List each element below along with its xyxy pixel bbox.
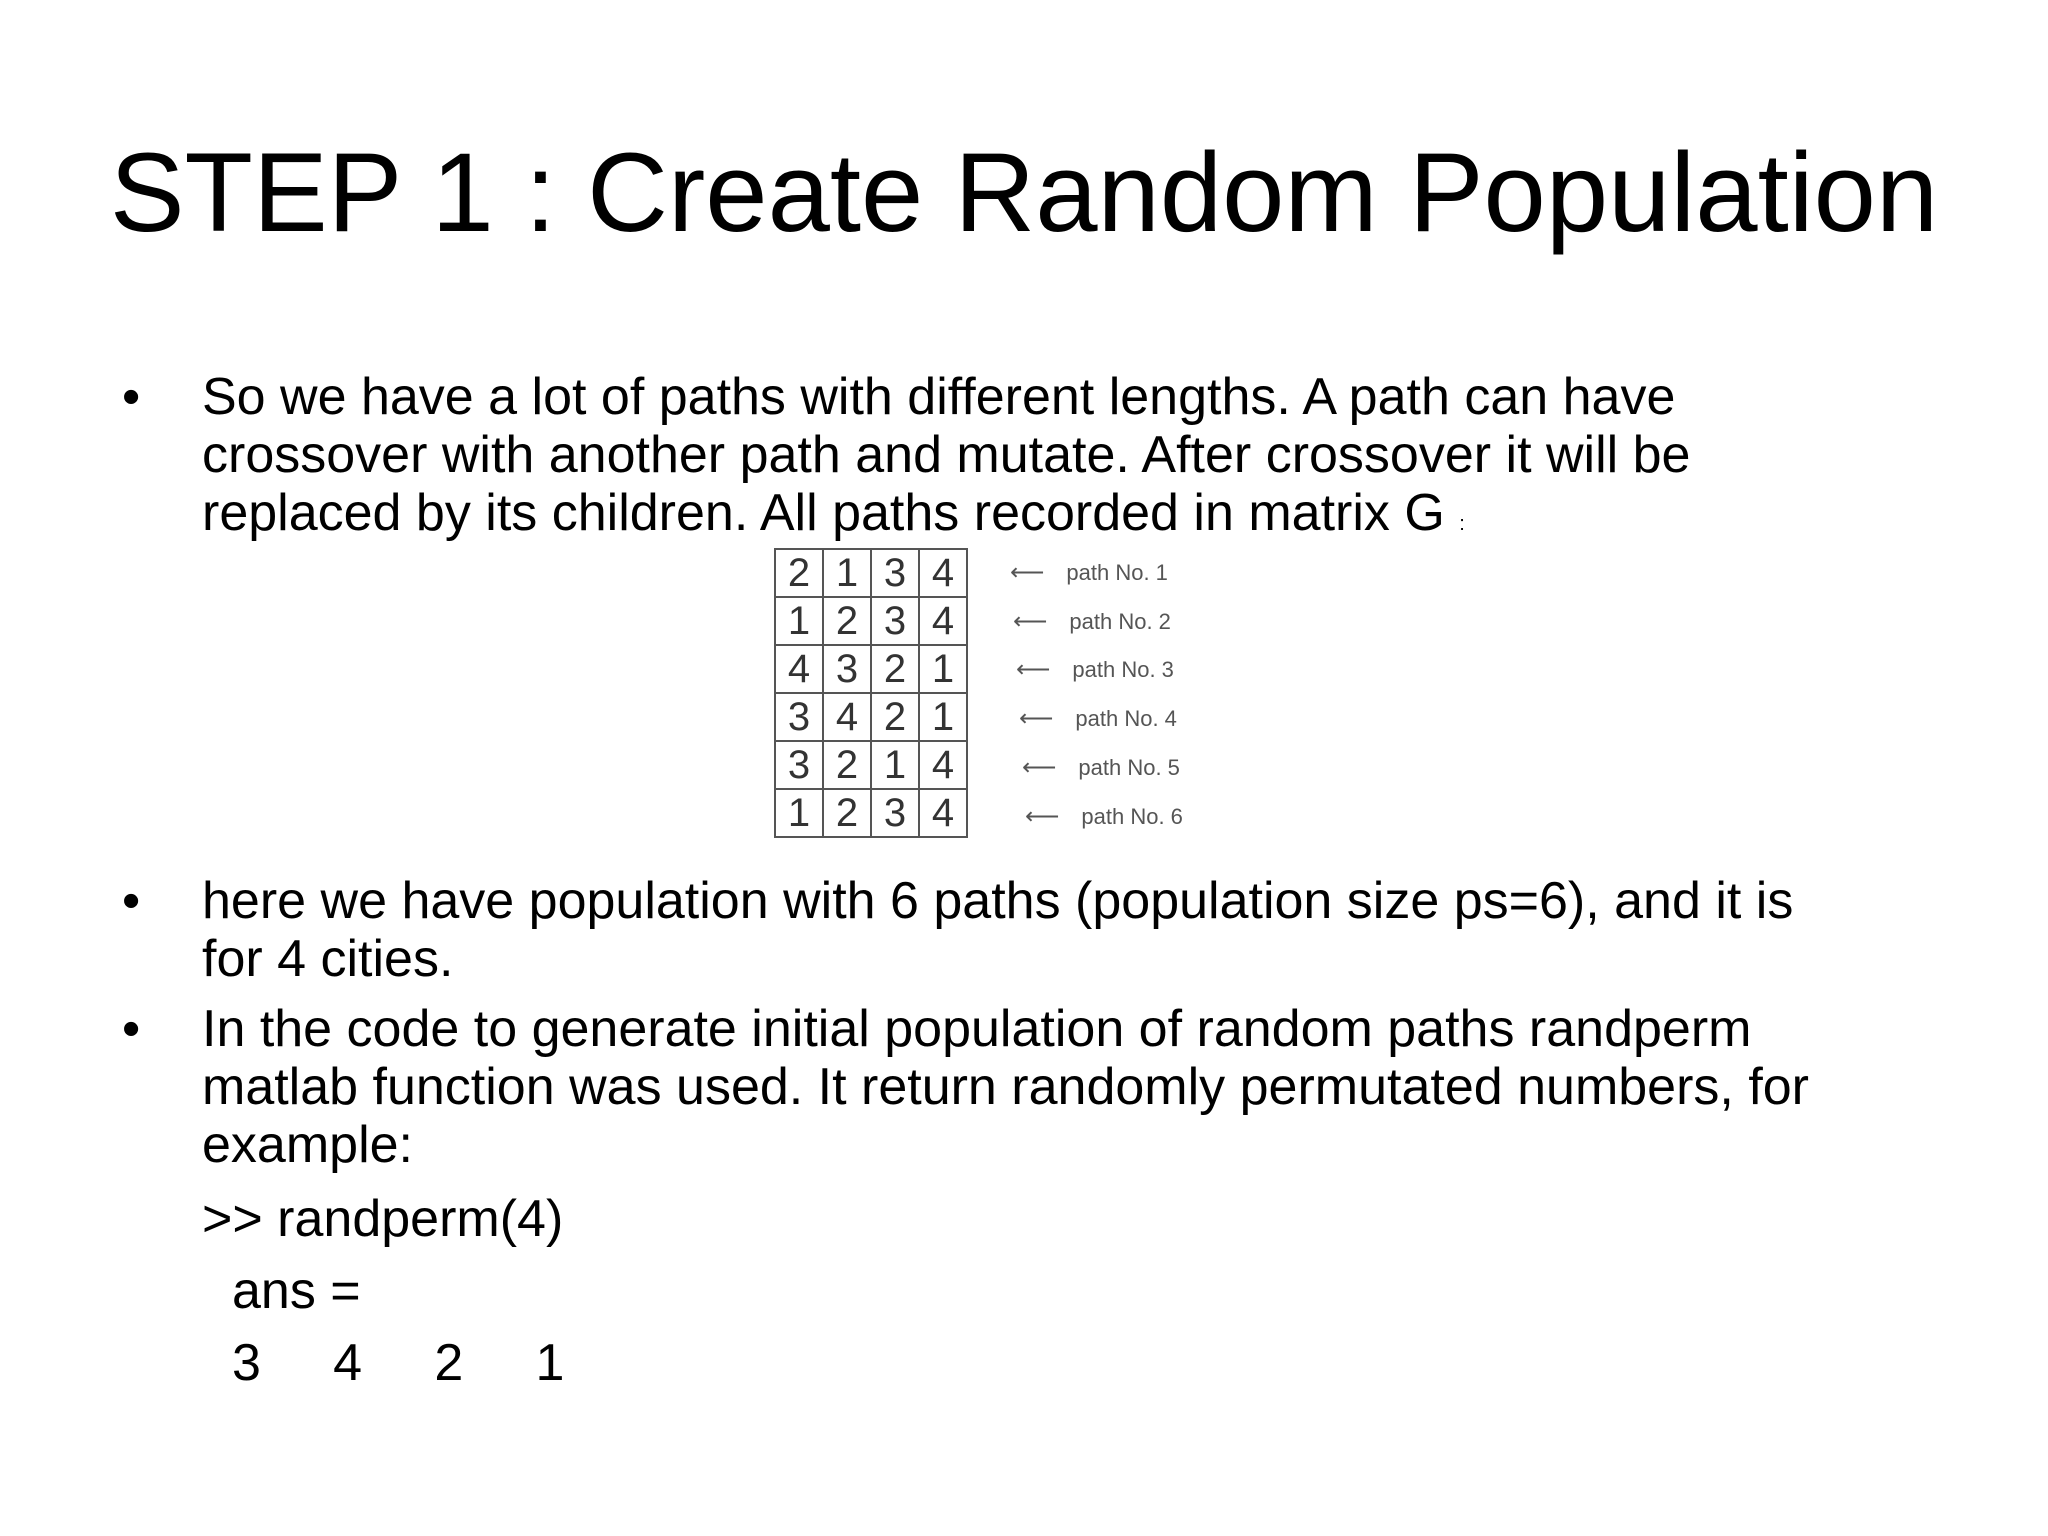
matrix-cell: 4 (775, 645, 823, 693)
matrix-cell: 3 (871, 597, 919, 645)
left-arrow-icon: ⟵ (1016, 656, 1051, 683)
path-label-text: path No. 2 (1069, 609, 1171, 634)
left-arrow-icon: ⟵ (1013, 608, 1048, 635)
path-label-4 (1019, 706, 1177, 732)
matrix-g-table (774, 548, 968, 838)
matrix-cell: 1 (775, 597, 823, 645)
matrix-cell: 2 (823, 597, 871, 645)
matrix-cell: 1 (919, 645, 967, 693)
matrix-cell: 4 (919, 741, 967, 789)
matrix-cell: 3 (775, 741, 823, 789)
bullet-line: for 4 cities. (202, 930, 454, 988)
code-command: >> randperm(4) (202, 1190, 564, 1248)
matrix-row (775, 549, 967, 597)
code-result: 3 4 2 1 (232, 1334, 565, 1392)
bullet-text (202, 872, 2048, 988)
matrix-cell: 3 (775, 693, 823, 741)
bullet-line (202, 484, 2048, 553)
path-label-5 (1022, 755, 1180, 781)
path-label-text: path No. 1 (1066, 560, 1168, 585)
matrix-cell: 1 (775, 789, 823, 837)
matrix-cell: 2 (823, 789, 871, 837)
left-arrow-icon: ⟵ (1022, 754, 1057, 781)
matrix-cell: 4 (919, 549, 967, 597)
matrix-cell: 4 (823, 693, 871, 741)
matrix-row (775, 645, 967, 693)
path-label-6 (1025, 804, 1183, 830)
matrix-cell: 4 (919, 789, 967, 837)
trailing-colon: : (1459, 513, 1465, 535)
matrix-cell: 2 (871, 693, 919, 741)
matrix-cell: 1 (871, 741, 919, 789)
matrix-cell: 2 (871, 645, 919, 693)
left-arrow-icon: ⟵ (1025, 803, 1060, 830)
path-label-2 (1013, 609, 1171, 635)
matrix-row (775, 597, 967, 645)
bullet-line: In the code to generate initial population of random paths randperm (202, 1000, 1752, 1058)
matrix-cell: 4 (919, 597, 967, 645)
bullet-line: matlab function was used. It return randomly permutated numbers, for (202, 1058, 1809, 1116)
matrix-cell: 2 (823, 741, 871, 789)
bullet-line: crossover with another path and mutate. After crossover it will be (202, 426, 1691, 484)
bullet-line: So we have a lot of paths with different lengths. A path can have (202, 368, 1676, 426)
matrix-cell: 1 (823, 549, 871, 597)
matrix-cell: 3 (871, 549, 919, 597)
bullet-marker: • (122, 872, 141, 930)
bullet-line: example: (202, 1116, 413, 1174)
matrix-row (775, 741, 967, 789)
path-label-text: path No. 3 (1072, 657, 1174, 682)
bullet-line-text: replaced by its children. All paths recorded in matrix G (202, 484, 1445, 542)
path-label-1 (1010, 560, 1168, 586)
path-label-text: path No. 4 (1075, 706, 1177, 731)
bullet-line: here we have population with 6 paths (population size ps=6), and it is (202, 872, 1794, 930)
left-arrow-icon: ⟵ (1019, 705, 1054, 732)
bullet-marker: • (122, 1000, 141, 1058)
left-arrow-icon: ⟵ (1010, 559, 1045, 586)
bullet-text (202, 1000, 2048, 1174)
matrix-row (775, 789, 967, 837)
matrix-cell: 3 (871, 789, 919, 837)
path-label-3 (1016, 657, 1174, 683)
bullet-text (202, 368, 2048, 553)
matrix-row (775, 693, 967, 741)
code-ans-label: ans = (232, 1262, 361, 1320)
path-label-text: path No. 6 (1081, 804, 1183, 829)
matrix-cell: 3 (823, 645, 871, 693)
matrix-cell: 1 (919, 693, 967, 741)
bullet-marker: • (122, 368, 141, 426)
path-label-text: path No. 5 (1078, 755, 1180, 780)
slide-title: STEP 1 : Create Random Population (109, 130, 1939, 255)
matrix-cell: 2 (775, 549, 823, 597)
